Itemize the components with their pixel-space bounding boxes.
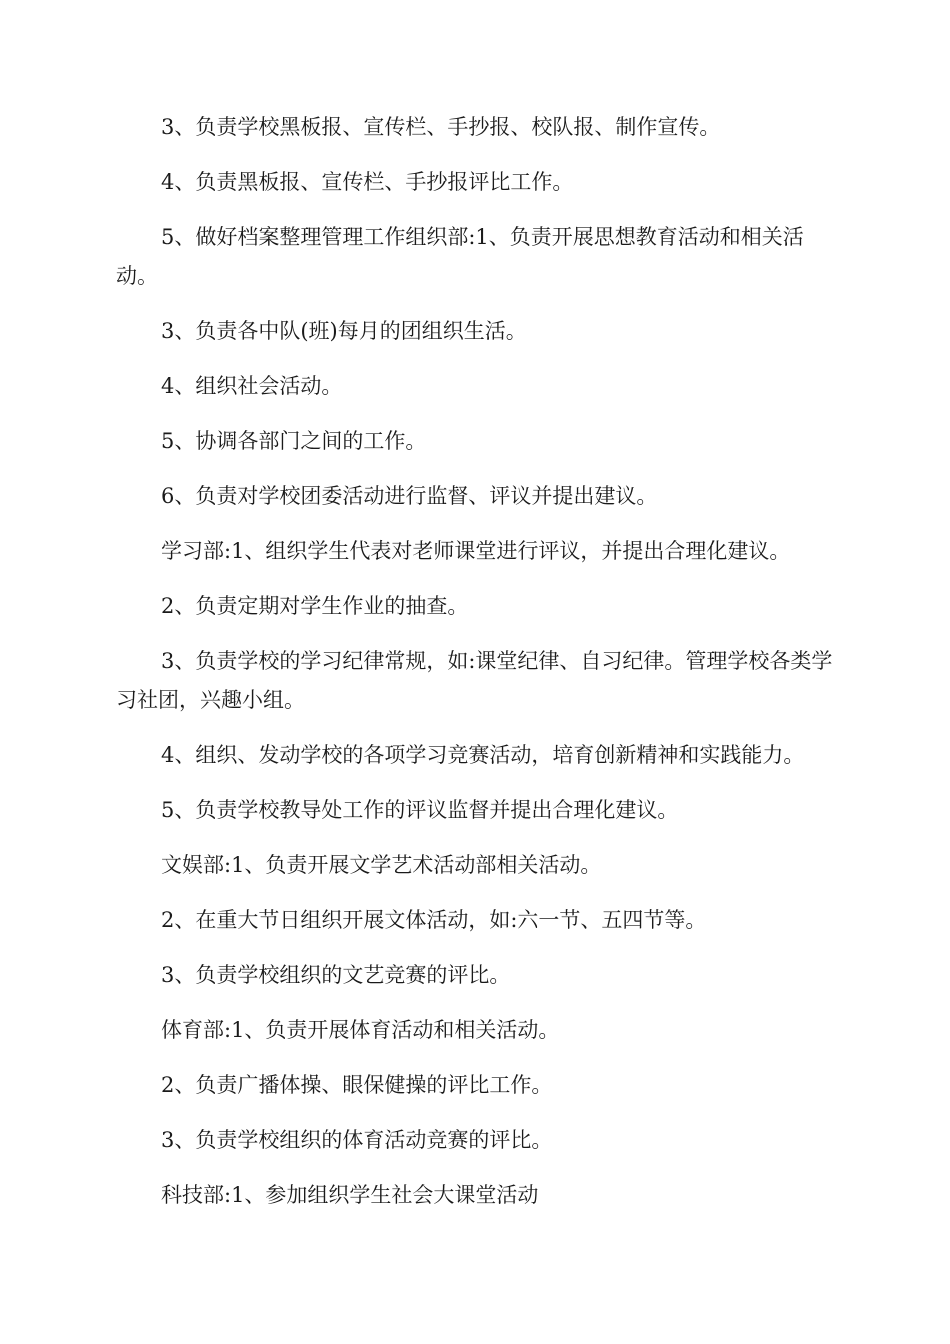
- paragraph: 3、负责学校组织的体育活动竞赛的评比。: [161, 1128, 553, 1152]
- document-body: [116, 108, 836, 1231]
- paragraph: 3、负责学校黑板报、宣传栏、手抄报、校队报、制作宣传。: [161, 115, 721, 139]
- paragraph: 2、负责广播体操、眼保健操的评比工作。: [161, 1073, 553, 1097]
- paragraph: 5、做好档案整理管理工作组织部:1、负责开展思想教育活动和相关活动。: [116, 225, 804, 288]
- paragraph: 文娱部:1、负责开展文学艺术活动部相关活动。: [161, 853, 602, 877]
- paragraph: 4、组织社会活动。: [161, 374, 343, 398]
- paragraph: 学习部:1、组织学生代表对老师课堂进行评议，并提出合理化建议。: [161, 539, 791, 563]
- paragraph: 5、协调各部门之间的工作。: [161, 429, 427, 453]
- paragraph: 科技部:1、参加组织学生社会大课堂活动: [161, 1183, 539, 1207]
- paragraph: 3、负责各中队(班)每月的团组织生活。: [161, 319, 527, 343]
- paragraph: 2、负责定期对学生作业的抽查。: [161, 594, 469, 618]
- paragraph: 6、负责对学校团委活动进行监督、评议并提出建议。: [161, 484, 658, 508]
- paragraph: 2、在重大节日组织开展文体活动，如:六一节、五四节等。: [161, 908, 707, 932]
- paragraph: 4、组织、发动学校的各项学习竞赛活动，培育创新精神和实践能力。: [161, 743, 805, 767]
- paragraph: 5、负责学校教导处工作的评议监督并提出合理化建议。: [161, 798, 679, 822]
- paragraph: 4、负责黑板报、宣传栏、手抄报评比工作。: [161, 170, 574, 194]
- paragraph: 3、负责学校组织的文艺竞赛的评比。: [161, 963, 511, 987]
- paragraph: 3、负责学校的学习纪律常规，如:课堂纪律、自习纪律。管理学校各类学习社团，兴趣小组。: [116, 649, 833, 712]
- paragraph: 体育部:1、负责开展体育活动和相关活动。: [161, 1018, 560, 1042]
